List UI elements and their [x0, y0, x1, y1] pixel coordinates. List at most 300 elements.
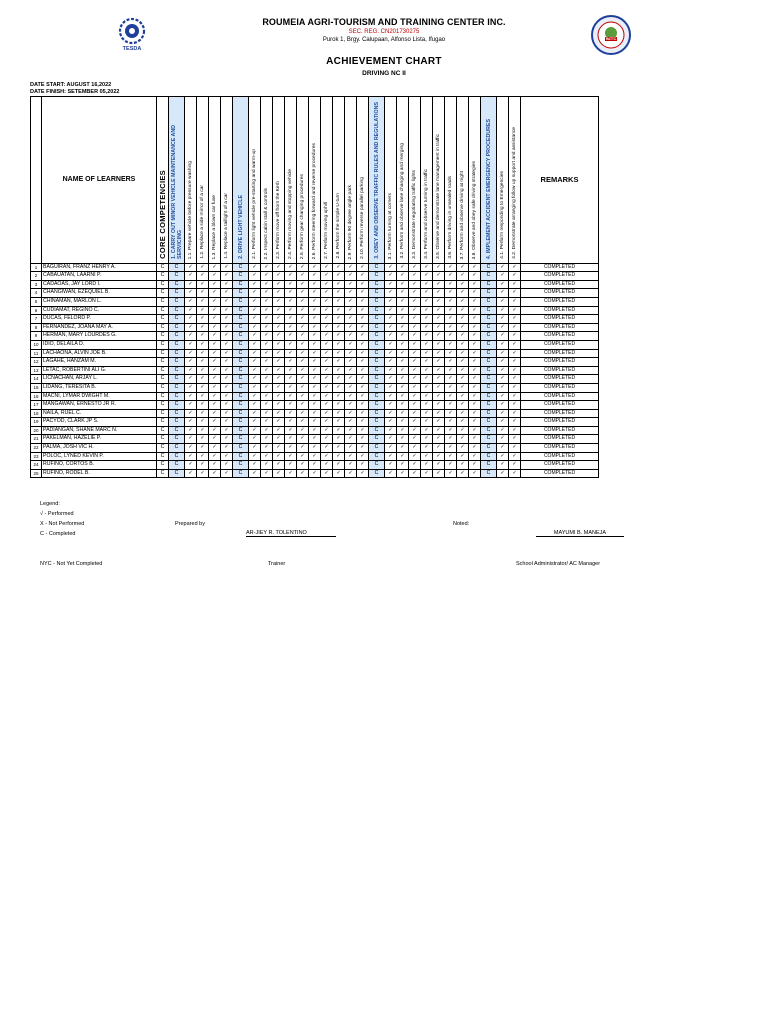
- performed-check-mark: ✓: [249, 461, 261, 470]
- learner-name: LAGAHE, HANZAM M.: [42, 358, 157, 367]
- learner-remarks: COMPLETED: [521, 435, 599, 444]
- performed-check-mark: ✓: [249, 452, 261, 461]
- performed-check-mark: ✓: [297, 418, 309, 427]
- performed-check-mark: ✓: [309, 392, 321, 401]
- performed-check-mark: ✓: [433, 280, 445, 289]
- performed-check-mark: ✓: [509, 401, 521, 410]
- performed-check-mark: ✓: [433, 306, 445, 315]
- performed-check-mark: ✓: [397, 263, 409, 272]
- performed-check-mark: ✓: [433, 461, 445, 470]
- performed-check-mark: ✓: [457, 297, 469, 306]
- task-header-cell: [333, 97, 345, 264]
- performed-check-mark: ✓: [433, 332, 445, 341]
- performed-check-mark: ✓: [509, 418, 521, 427]
- performed-check-mark: ✓: [221, 289, 233, 298]
- performed-check-mark: ✓: [421, 435, 433, 444]
- competency-mark: C: [169, 340, 185, 349]
- legend-completed: C - Completed: [40, 531, 76, 537]
- task-header: 2.7. Perform moving uphill: [323, 202, 329, 259]
- performed-check-mark: ✓: [421, 332, 433, 341]
- performed-check-mark: ✓: [497, 272, 509, 281]
- performed-check-mark: ✓: [357, 444, 369, 453]
- core-competency-mark: C: [157, 469, 169, 478]
- competency-mark: C: [233, 469, 249, 478]
- performed-check-mark: ✓: [321, 289, 333, 298]
- learner-row: [31, 375, 599, 384]
- performed-check-mark: ✓: [197, 263, 209, 272]
- performed-check-mark: ✓: [261, 306, 273, 315]
- performed-check-mark: ✓: [469, 409, 481, 418]
- performed-check-mark: ✓: [273, 280, 285, 289]
- performed-check-mark: ✓: [457, 349, 469, 358]
- performed-check-mark: ✓: [285, 263, 297, 272]
- competency-mark: C: [233, 280, 249, 289]
- performed-check-mark: ✓: [445, 263, 457, 272]
- task-header: 2.3. Perform move off from the Kerb: [275, 181, 281, 259]
- performed-check-mark: ✓: [273, 375, 285, 384]
- performed-check-mark: ✓: [457, 306, 469, 315]
- performed-check-mark: ✓: [433, 366, 445, 375]
- performed-check-mark: ✓: [261, 452, 273, 461]
- performed-check-mark: ✓: [385, 263, 397, 272]
- performed-check-mark: ✓: [333, 392, 345, 401]
- performed-check-mark: ✓: [433, 349, 445, 358]
- learner-row: [31, 358, 599, 367]
- trainer-title: Trainer: [268, 561, 286, 567]
- competency-mark: C: [369, 332, 385, 341]
- performed-check-mark: ✓: [333, 452, 345, 461]
- competency-mark: C: [169, 469, 185, 478]
- learner-name: RUFINO, CORTOS B.: [42, 461, 157, 470]
- performed-check-mark: ✓: [197, 272, 209, 281]
- performed-check-mark: ✓: [249, 426, 261, 435]
- performed-check-mark: ✓: [249, 315, 261, 324]
- core-competency-mark: C: [157, 383, 169, 392]
- performed-check-mark: ✓: [321, 401, 333, 410]
- performed-check-mark: ✓: [357, 366, 369, 375]
- performed-check-mark: ✓: [209, 272, 221, 281]
- learner-number: 8: [31, 323, 42, 332]
- performed-check-mark: ✓: [445, 349, 457, 358]
- performed-check-mark: ✓: [321, 358, 333, 367]
- performed-check-mark: ✓: [433, 452, 445, 461]
- performed-check-mark: ✓: [385, 461, 397, 470]
- performed-check-mark: ✓: [185, 461, 197, 470]
- learner-name: PALMA, JOSH VIC H.: [42, 444, 157, 453]
- performed-check-mark: ✓: [209, 392, 221, 401]
- core-competency-mark: C: [157, 280, 169, 289]
- performed-check-mark: ✓: [397, 409, 409, 418]
- performed-check-mark: ✓: [469, 401, 481, 410]
- competency-mark: C: [169, 366, 185, 375]
- performed-check-mark: ✓: [285, 272, 297, 281]
- performed-check-mark: ✓: [273, 349, 285, 358]
- learner-remarks: COMPLETED: [521, 375, 599, 384]
- performed-check-mark: ✓: [285, 426, 297, 435]
- performed-check-mark: ✓: [357, 409, 369, 418]
- performed-check-mark: ✓: [509, 349, 521, 358]
- performed-check-mark: ✓: [333, 297, 345, 306]
- performed-check-mark: ✓: [185, 349, 197, 358]
- performed-check-mark: ✓: [249, 444, 261, 453]
- performed-check-mark: ✓: [397, 280, 409, 289]
- learner-name: MACNI, LYMAR DWIGHT M.: [42, 392, 157, 401]
- performed-check-mark: ✓: [185, 272, 197, 281]
- competency-mark: C: [369, 349, 385, 358]
- core-competency-mark: C: [157, 435, 169, 444]
- performed-check-mark: ✓: [185, 383, 197, 392]
- performed-check-mark: ✓: [285, 297, 297, 306]
- competency-mark: C: [233, 289, 249, 298]
- performed-check-mark: ✓: [457, 358, 469, 367]
- task-header-cell: [197, 97, 209, 264]
- performed-check-mark: ✓: [333, 383, 345, 392]
- performed-check-mark: ✓: [385, 297, 397, 306]
- performed-check-mark: ✓: [309, 383, 321, 392]
- performed-check-mark: ✓: [261, 375, 273, 384]
- core-competency-mark: C: [157, 323, 169, 332]
- performed-check-mark: ✓: [249, 375, 261, 384]
- performed-check-mark: ✓: [445, 315, 457, 324]
- performed-check-mark: ✓: [333, 426, 345, 435]
- competency-mark: C: [369, 401, 385, 410]
- performed-check-mark: ✓: [185, 366, 197, 375]
- competency-mark: C: [169, 392, 185, 401]
- learner-row: [31, 263, 599, 272]
- performed-check-mark: ✓: [333, 401, 345, 410]
- performed-check-mark: ✓: [309, 332, 321, 341]
- performed-check-mark: ✓: [321, 409, 333, 418]
- performed-check-mark: ✓: [221, 280, 233, 289]
- performed-check-mark: ✓: [285, 358, 297, 367]
- core-competency-mark: C: [157, 375, 169, 384]
- prepared-by-label: Prepared by: [175, 521, 205, 527]
- performed-check-mark: ✓: [433, 340, 445, 349]
- performed-check-mark: ✓: [185, 409, 197, 418]
- competency-mark: C: [169, 323, 185, 332]
- performed-check-mark: ✓: [249, 306, 261, 315]
- performed-check-mark: ✓: [509, 435, 521, 444]
- performed-check-mark: ✓: [273, 272, 285, 281]
- performed-check-mark: ✓: [285, 452, 297, 461]
- competency-mark: C: [369, 461, 385, 470]
- performed-check-mark: ✓: [397, 435, 409, 444]
- learner-number: 17: [31, 401, 42, 410]
- learner-remarks: COMPLETED: [521, 409, 599, 418]
- performed-check-mark: ✓: [421, 280, 433, 289]
- performed-check-mark: ✓: [321, 332, 333, 341]
- performed-check-mark: ✓: [197, 426, 209, 435]
- performed-check-mark: ✓: [285, 366, 297, 375]
- competency-mark: C: [233, 426, 249, 435]
- performed-check-mark: ✓: [197, 392, 209, 401]
- performed-check-mark: ✓: [309, 375, 321, 384]
- performed-check-mark: ✓: [309, 297, 321, 306]
- learner-name: BAGUIRAN, FRANZ HENRY A.: [42, 263, 157, 272]
- performed-check-mark: ✓: [357, 340, 369, 349]
- performed-check-mark: ✓: [285, 401, 297, 410]
- core-competency-mark: C: [157, 340, 169, 349]
- performed-check-mark: ✓: [297, 469, 309, 478]
- tesda-logo-text: TESDA: [122, 46, 142, 52]
- performed-check-mark: ✓: [333, 366, 345, 375]
- competency-mark: C: [481, 358, 497, 367]
- performed-check-mark: ✓: [385, 418, 397, 427]
- performed-check-mark: ✓: [445, 332, 457, 341]
- performed-check-mark: ✓: [185, 418, 197, 427]
- performed-check-mark: ✓: [333, 306, 345, 315]
- learner-number: 9: [31, 332, 42, 341]
- core-competency-mark: C: [157, 358, 169, 367]
- performed-check-mark: ✓: [273, 452, 285, 461]
- performed-check-mark: ✓: [249, 272, 261, 281]
- task-header-cell: [249, 97, 261, 264]
- performed-check-mark: ✓: [397, 401, 409, 410]
- header-row: [31, 97, 599, 264]
- performed-check-mark: ✓: [221, 375, 233, 384]
- performed-check-mark: ✓: [509, 340, 521, 349]
- performed-check-mark: ✓: [333, 461, 345, 470]
- performed-check-mark: ✓: [409, 315, 421, 324]
- performed-check-mark: ✓: [457, 444, 469, 453]
- performed-check-mark: ✓: [421, 375, 433, 384]
- task-header: 4.2. Demonstrate arranging follow up support and assistance: [511, 127, 517, 259]
- competency-mark: C: [481, 332, 497, 341]
- performed-check-mark: ✓: [421, 401, 433, 410]
- competency-mark: C: [369, 315, 385, 324]
- performed-check-mark: ✓: [261, 392, 273, 401]
- competency-mark: C: [169, 306, 185, 315]
- competency-mark: C: [369, 289, 385, 298]
- performed-check-mark: ✓: [497, 323, 509, 332]
- performed-check-mark: ✓: [333, 418, 345, 427]
- competency-mark: C: [233, 392, 249, 401]
- competency-mark: C: [169, 263, 185, 272]
- competency-mark: C: [233, 409, 249, 418]
- competency-mark: C: [369, 444, 385, 453]
- performed-check-mark: ✓: [445, 418, 457, 427]
- competency-mark: C: [369, 383, 385, 392]
- performed-check-mark: ✓: [397, 340, 409, 349]
- performed-check-mark: ✓: [409, 392, 421, 401]
- performed-check-mark: ✓: [433, 469, 445, 478]
- learner-row: [31, 435, 599, 444]
- task-header-cell: [421, 97, 433, 264]
- performed-check-mark: ✓: [445, 435, 457, 444]
- performed-check-mark: ✓: [209, 306, 221, 315]
- learner-remarks: COMPLETED: [521, 401, 599, 410]
- performed-check-mark: ✓: [197, 435, 209, 444]
- performed-check-mark: ✓: [421, 409, 433, 418]
- competency-mark: C: [169, 315, 185, 324]
- learner-name: LETAC, ROBERTINI ALI G.: [42, 366, 157, 375]
- performed-check-mark: ✓: [409, 383, 421, 392]
- performed-check-mark: ✓: [261, 401, 273, 410]
- performed-check-mark: ✓: [345, 392, 357, 401]
- performed-check-mark: ✓: [457, 409, 469, 418]
- performed-check-mark: ✓: [421, 383, 433, 392]
- document-subtitle: DRIVING NC II: [362, 70, 406, 77]
- competency-mark: C: [481, 366, 497, 375]
- performed-check-mark: ✓: [385, 435, 397, 444]
- task-header: 3.7. Perform and observe driving at night: [459, 170, 465, 259]
- performed-check-mark: ✓: [409, 435, 421, 444]
- performed-check-mark: ✓: [185, 452, 197, 461]
- performed-check-mark: ✓: [273, 263, 285, 272]
- task-header-cell: [357, 97, 369, 264]
- performed-check-mark: ✓: [433, 392, 445, 401]
- performed-check-mark: ✓: [285, 340, 297, 349]
- performed-check-mark: ✓: [345, 358, 357, 367]
- performed-check-mark: ✓: [397, 469, 409, 478]
- performed-check-mark: ✓: [433, 401, 445, 410]
- performed-check-mark: ✓: [345, 323, 357, 332]
- performed-check-mark: ✓: [497, 383, 509, 392]
- performed-check-mark: ✓: [273, 332, 285, 341]
- performed-check-mark: ✓: [321, 349, 333, 358]
- performed-check-mark: ✓: [261, 435, 273, 444]
- learner-remarks: COMPLETED: [521, 289, 599, 298]
- performed-check-mark: ✓: [497, 358, 509, 367]
- performed-check-mark: ✓: [221, 306, 233, 315]
- performed-check-mark: ✓: [297, 444, 309, 453]
- performed-check-mark: ✓: [509, 332, 521, 341]
- learner-remarks: COMPLETED: [521, 280, 599, 289]
- performed-check-mark: ✓: [421, 418, 433, 427]
- performed-check-mark: ✓: [457, 366, 469, 375]
- performed-check-mark: ✓: [261, 272, 273, 281]
- performed-check-mark: ✓: [309, 401, 321, 410]
- competency-mark: C: [169, 401, 185, 410]
- performed-check-mark: ✓: [497, 461, 509, 470]
- performed-check-mark: ✓: [509, 315, 521, 324]
- performed-check-mark: ✓: [321, 426, 333, 435]
- performed-check-mark: ✓: [273, 306, 285, 315]
- learner-row: [31, 469, 599, 478]
- performed-check-mark: ✓: [285, 392, 297, 401]
- achievement-table: [30, 96, 599, 478]
- performed-check-mark: ✓: [445, 469, 457, 478]
- performed-check-mark: ✓: [309, 323, 321, 332]
- core-competency-mark: C: [157, 366, 169, 375]
- performed-check-mark: ✓: [421, 323, 433, 332]
- performed-check-mark: ✓: [397, 461, 409, 470]
- performed-check-mark: ✓: [221, 323, 233, 332]
- performed-check-mark: ✓: [249, 418, 261, 427]
- performed-check-mark: ✓: [345, 418, 357, 427]
- performed-check-mark: ✓: [445, 409, 457, 418]
- learner-name: POLOC, LYNED KEVIN P.: [42, 452, 157, 461]
- performed-check-mark: ✓: [445, 461, 457, 470]
- performed-check-mark: ✓: [249, 280, 261, 289]
- competency-mark: C: [481, 289, 497, 298]
- performed-check-mark: ✓: [285, 461, 297, 470]
- core-competency-mark: C: [157, 392, 169, 401]
- learner-remarks: COMPLETED: [521, 444, 599, 453]
- performed-check-mark: ✓: [409, 272, 421, 281]
- performed-check-mark: ✓: [469, 315, 481, 324]
- learner-remarks: COMPLETED: [521, 263, 599, 272]
- performed-check-mark: ✓: [345, 306, 357, 315]
- performed-check-mark: ✓: [357, 306, 369, 315]
- performed-check-mark: ✓: [445, 375, 457, 384]
- performed-check-mark: ✓: [309, 409, 321, 418]
- competency-mark: C: [233, 435, 249, 444]
- performed-check-mark: ✓: [357, 332, 369, 341]
- performed-check-mark: ✓: [309, 263, 321, 272]
- performed-check-mark: ✓: [497, 306, 509, 315]
- performed-check-mark: ✓: [209, 323, 221, 332]
- competency-mark: C: [369, 340, 385, 349]
- task-header: 3.4. Perform and observe turning in traffic: [423, 169, 429, 259]
- performed-check-mark: ✓: [197, 289, 209, 298]
- performed-check-mark: ✓: [261, 418, 273, 427]
- legend-title: Legend:: [40, 501, 60, 507]
- competency-mark: C: [233, 349, 249, 358]
- competency-mark: C: [233, 401, 249, 410]
- performed-check-mark: ✓: [221, 409, 233, 418]
- performed-check-mark: ✓: [457, 435, 469, 444]
- performed-check-mark: ✓: [209, 358, 221, 367]
- competency-header: 2. DRIVE LIGHT VEHICLE: [237, 195, 244, 259]
- learner-number: 13: [31, 366, 42, 375]
- performed-check-mark: ✓: [509, 297, 521, 306]
- performed-check-mark: ✓: [321, 469, 333, 478]
- learner-remarks: COMPLETED: [521, 323, 599, 332]
- performed-check-mark: ✓: [345, 332, 357, 341]
- performed-check-mark: ✓: [297, 401, 309, 410]
- competency-mark: C: [481, 461, 497, 470]
- core-competency-mark: C: [157, 332, 169, 341]
- performed-check-mark: ✓: [469, 375, 481, 384]
- performed-check-mark: ✓: [421, 358, 433, 367]
- performed-check-mark: ✓: [221, 263, 233, 272]
- performed-check-mark: ✓: [285, 289, 297, 298]
- performed-check-mark: ✓: [221, 297, 233, 306]
- learner-row: [31, 280, 599, 289]
- performed-check-mark: ✓: [309, 461, 321, 470]
- performed-check-mark: ✓: [297, 332, 309, 341]
- performed-check-mark: ✓: [457, 452, 469, 461]
- competency-mark: C: [369, 435, 385, 444]
- learner-row: [31, 349, 599, 358]
- performed-check-mark: ✓: [221, 272, 233, 281]
- learner-number: 5: [31, 297, 42, 306]
- performed-check-mark: ✓: [209, 418, 221, 427]
- performed-check-mark: ✓: [209, 401, 221, 410]
- performed-check-mark: ✓: [409, 426, 421, 435]
- learner-number: 14: [31, 375, 42, 384]
- performed-check-mark: ✓: [297, 306, 309, 315]
- performed-check-mark: ✓: [297, 409, 309, 418]
- learner-remarks: COMPLETED: [521, 426, 599, 435]
- performed-check-mark: ✓: [509, 366, 521, 375]
- performed-check-mark: ✓: [469, 306, 481, 315]
- competency-mark: C: [169, 461, 185, 470]
- performed-check-mark: ✓: [409, 444, 421, 453]
- performed-check-mark: ✓: [357, 315, 369, 324]
- performed-check-mark: ✓: [433, 289, 445, 298]
- performed-check-mark: ✓: [457, 323, 469, 332]
- performed-check-mark: ✓: [445, 401, 457, 410]
- legend-not-yet-completed: NYC - Not Yet Completed: [40, 561, 103, 567]
- performed-check-mark: ✓: [309, 444, 321, 453]
- performed-check-mark: ✓: [385, 280, 397, 289]
- performed-check-mark: ✓: [345, 383, 357, 392]
- learner-number: 21: [31, 435, 42, 444]
- performed-check-mark: ✓: [357, 349, 369, 358]
- performed-check-mark: ✓: [209, 332, 221, 341]
